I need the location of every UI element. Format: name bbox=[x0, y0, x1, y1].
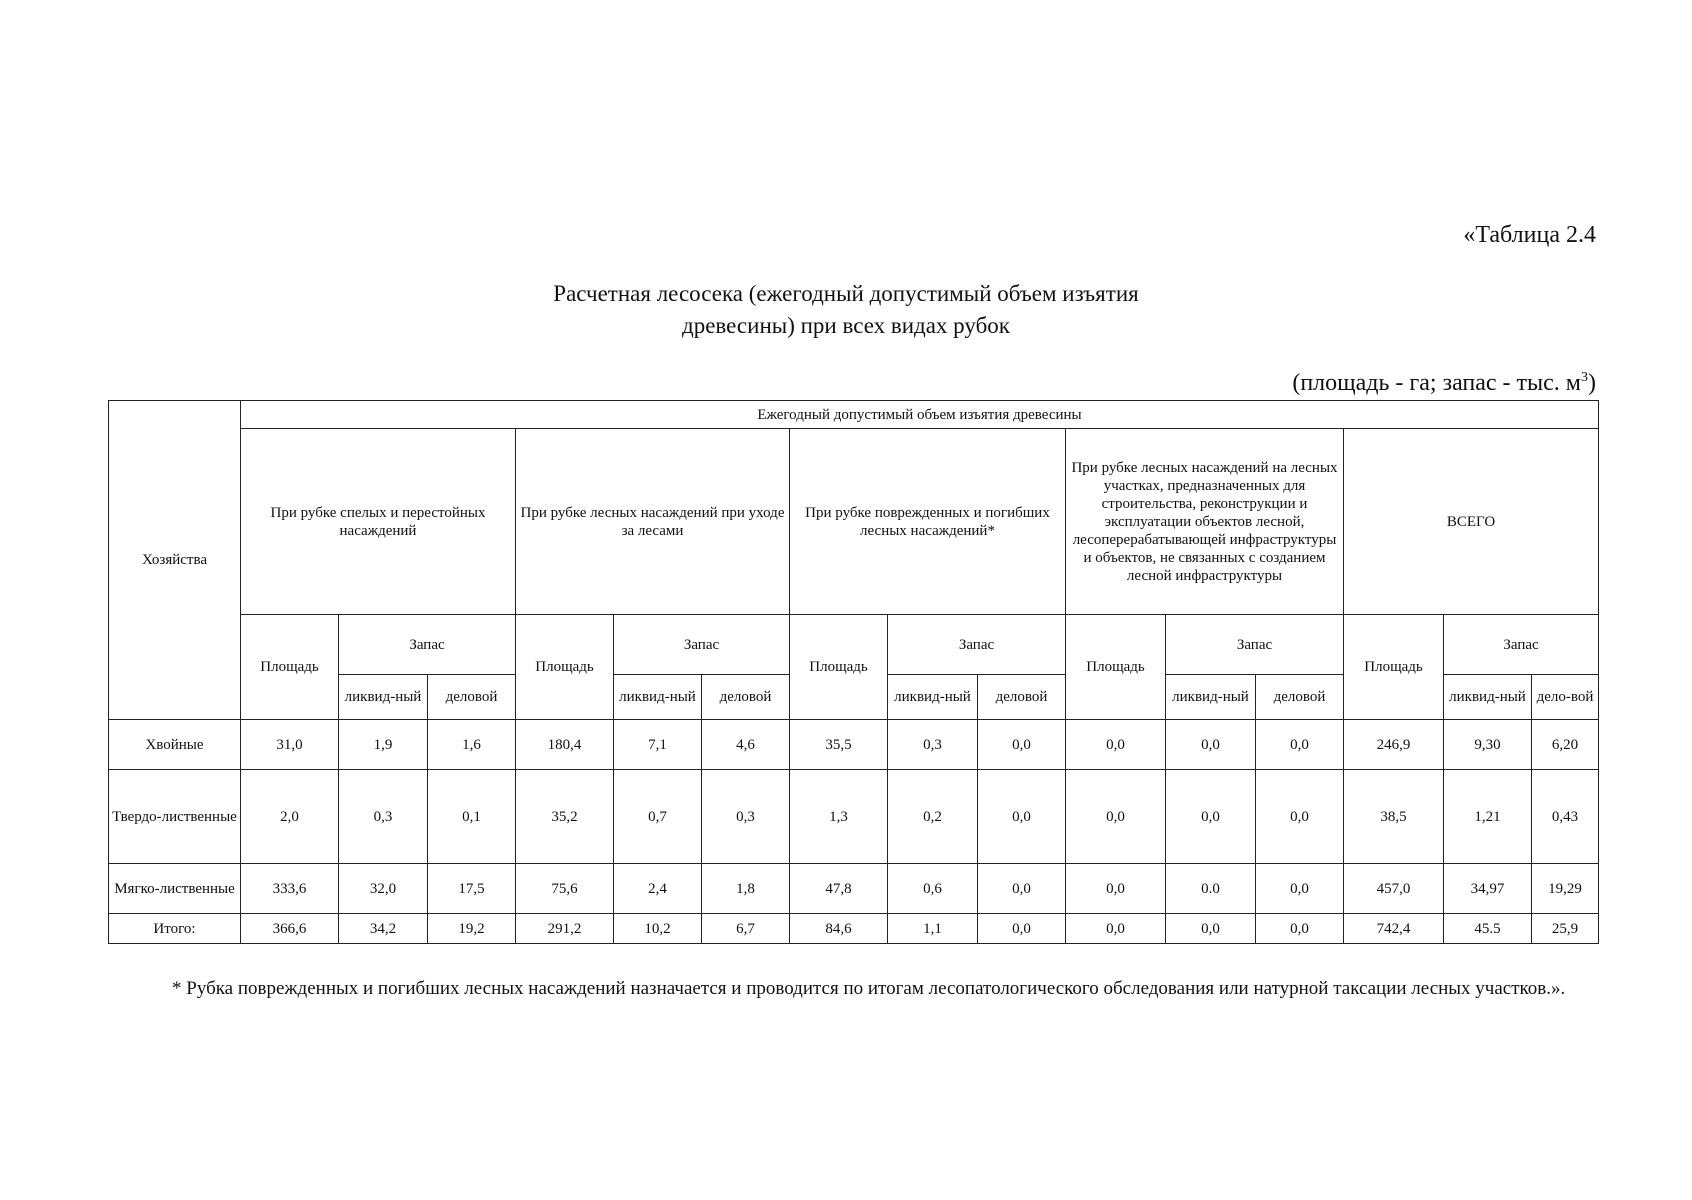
table-cell: 17,5 bbox=[428, 864, 516, 914]
table-cell: 0,0 bbox=[1066, 914, 1166, 944]
table-cell: 25,9 bbox=[1532, 914, 1599, 944]
header-liquid: ликвид-ный bbox=[888, 675, 978, 720]
table-cell: 0,2 bbox=[888, 770, 978, 864]
table-cell: 2,0 bbox=[241, 770, 339, 864]
table-cell: 6,7 bbox=[702, 914, 790, 944]
table-cell: 291,2 bbox=[516, 914, 614, 944]
table-cell: 0,0 bbox=[1066, 720, 1166, 770]
table-cell: 35,2 bbox=[516, 770, 614, 864]
header-area: Площадь bbox=[1344, 615, 1444, 720]
table-cell: 0,3 bbox=[339, 770, 428, 864]
header-category-mature: При рубке спелых и перестойных насаждений bbox=[241, 429, 516, 615]
table-row bbox=[109, 864, 1599, 914]
header-business: деловой bbox=[702, 675, 790, 720]
table-cell: 0,0 bbox=[1256, 914, 1344, 944]
table-cell: 7,1 bbox=[614, 720, 702, 770]
table-cell: 0,3 bbox=[702, 770, 790, 864]
table-cell: 38,5 bbox=[1344, 770, 1444, 864]
table-label: «Таблица 2.4 bbox=[1463, 222, 1596, 248]
table-cell: 2,4 bbox=[614, 864, 702, 914]
header-stock: Запас bbox=[614, 615, 790, 675]
table-row bbox=[109, 770, 1599, 864]
header-category-construction: При рубке лесных насаждений на лесных участках, предназначенных для строительства, реконструкции и эксплуатации объектов лесной, лесоперерабатывающей инфраструктуры и объектов, не связанных с созданием лесной инфраструктуры bbox=[1066, 429, 1344, 615]
table-cell: 0,43 bbox=[1532, 770, 1599, 864]
table-cell: 0,0 bbox=[1256, 770, 1344, 864]
header-area: Площадь bbox=[516, 615, 614, 720]
table-cell: 246,9 bbox=[1344, 720, 1444, 770]
table-cell: 0,7 bbox=[614, 770, 702, 864]
table-cell: 4,6 bbox=[702, 720, 790, 770]
row-label: Итого: bbox=[109, 914, 241, 944]
units-text: (площадь - га; запас - тыс. м bbox=[1292, 370, 1581, 396]
table-cell: 0,0 bbox=[1066, 770, 1166, 864]
table-cell: 10,2 bbox=[614, 914, 702, 944]
header-category-damaged: При рубке поврежденных и погибших лесных насаждений* bbox=[790, 429, 1066, 615]
table-cell: 0,0 bbox=[1066, 864, 1166, 914]
row-label: Твердо-лиственные bbox=[109, 770, 241, 864]
table-cell: 0.0 bbox=[1166, 864, 1256, 914]
header-stock: Запас bbox=[1444, 615, 1599, 675]
header-business: деловой bbox=[1256, 675, 1344, 720]
table-cell: 0,0 bbox=[1166, 770, 1256, 864]
table-cell: 0,6 bbox=[888, 864, 978, 914]
table-cell: 84,6 bbox=[790, 914, 888, 944]
table-cell: 1,3 bbox=[790, 770, 888, 864]
table-cell: 0,1 bbox=[428, 770, 516, 864]
table-cell: 180,4 bbox=[516, 720, 614, 770]
table-cell: 47,8 bbox=[790, 864, 888, 914]
footnote: * Рубка поврежденных и погибших лесных насаждений назначается и проводится по итогам лесопатологического обследования или натурной таксации лесных участков.». bbox=[172, 978, 1566, 999]
table-cell: 457,0 bbox=[1344, 864, 1444, 914]
table-cell: 31,0 bbox=[241, 720, 339, 770]
title-line-1: Расчетная лесосека (ежегодный допустимый объем изъятия bbox=[553, 281, 1139, 306]
table-cell: 0,0 bbox=[1256, 720, 1344, 770]
table-cell: 0,0 bbox=[978, 770, 1066, 864]
table-cell: 742,4 bbox=[1344, 914, 1444, 944]
header-annual-volume: Ежегодный допустимый объем изъятия древесины bbox=[241, 401, 1599, 429]
table-cell: 333,6 bbox=[241, 864, 339, 914]
table-cell: 9,30 bbox=[1444, 720, 1532, 770]
table-cell: 1,8 bbox=[702, 864, 790, 914]
row-label: Хвойные bbox=[109, 720, 241, 770]
header-area: Площадь bbox=[1066, 615, 1166, 720]
header-business: дело-вой bbox=[1532, 675, 1599, 720]
header-business: деловой bbox=[428, 675, 516, 720]
table-cell: 0,0 bbox=[1166, 914, 1256, 944]
header-liquid: ликвид-ный bbox=[1444, 675, 1532, 720]
table-cell: 75,6 bbox=[516, 864, 614, 914]
header-liquid: ликвид-ный bbox=[1166, 675, 1256, 720]
table-cell: 1,6 bbox=[428, 720, 516, 770]
table-body bbox=[109, 720, 1599, 944]
table-cell: 45.5 bbox=[1444, 914, 1532, 944]
header-business: деловой bbox=[978, 675, 1066, 720]
table-cell: 0,3 bbox=[888, 720, 978, 770]
table-cell: 34,97 bbox=[1444, 864, 1532, 914]
table-cell: 0,0 bbox=[978, 864, 1066, 914]
table-cell: 0,0 bbox=[1166, 720, 1256, 770]
table-cell: 1,21 bbox=[1444, 770, 1532, 864]
table-cell: 1,1 bbox=[888, 914, 978, 944]
title-line-2: древесины) при всех видах рубок bbox=[682, 313, 1010, 338]
table-cell: 32,0 bbox=[339, 864, 428, 914]
timber-volume-table bbox=[108, 400, 1599, 944]
table-cell: 19,29 bbox=[1532, 864, 1599, 914]
header-farm: Хозяйства bbox=[109, 401, 241, 720]
header-stock: Запас bbox=[1166, 615, 1344, 675]
table-cell: 0,0 bbox=[978, 914, 1066, 944]
table-cell: 366,6 bbox=[241, 914, 339, 944]
table-cell: 6,20 bbox=[1532, 720, 1599, 770]
table-cell: 0,0 bbox=[1256, 864, 1344, 914]
row-label: Мягко-лиственные bbox=[109, 864, 241, 914]
header-stock: Запас bbox=[888, 615, 1066, 675]
header-stock: Запас bbox=[339, 615, 516, 675]
units-close: ) bbox=[1588, 370, 1596, 396]
header-category-total: ВСЕГО bbox=[1344, 429, 1599, 615]
units-note bbox=[1292, 370, 1596, 397]
table-cell: 0,0 bbox=[978, 720, 1066, 770]
header-liquid: ликвид-ный bbox=[614, 675, 702, 720]
document-title bbox=[0, 278, 1692, 342]
header-liquid: ликвид-ный bbox=[339, 675, 428, 720]
header-area: Площадь bbox=[241, 615, 339, 720]
table-cell: 19,2 bbox=[428, 914, 516, 944]
table-row bbox=[109, 914, 1599, 944]
table-cell: 1,9 bbox=[339, 720, 428, 770]
header-area: Площадь bbox=[790, 615, 888, 720]
table-row bbox=[109, 720, 1599, 770]
table-cell: 34,2 bbox=[339, 914, 428, 944]
table-cell: 35,5 bbox=[790, 720, 888, 770]
units-superscript: 3 bbox=[1581, 370, 1588, 385]
header-category-care: При рубке лесных насаждений при уходе за лесами bbox=[516, 429, 790, 615]
